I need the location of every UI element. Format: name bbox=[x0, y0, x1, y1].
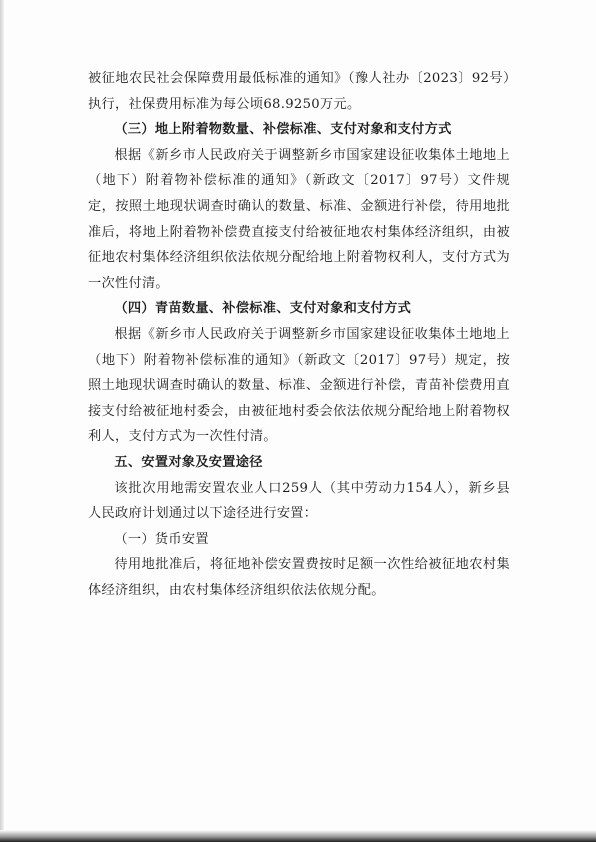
continuation-paragraph: 被征地农民社会保障费用最低标准的通知》（豫人社办〔2023〕92号）执行，社保费用标准为每公顷68.9250万元。 bbox=[88, 71, 510, 112]
document-body bbox=[88, 66, 510, 603]
section-5-body: 该批次用地需安置农业人口259人（其中劳动力154人），新乡县人民政府计划通过以下途径进行安置： bbox=[88, 480, 510, 522]
section-3-heading: （三）地上附着物数量、补偿标准、支付对象和支付方式 bbox=[114, 122, 452, 138]
scan-bottom-edge bbox=[0, 830, 596, 842]
section-3-body: 根据《新乡市人民政府关于调整新乡市国家建设征收集体土地地上（地下）附着物补偿标准的通知》（新政文〔2017〕97号）文件规定，按照土地现状调查时确认的数量、标准、金额进行补偿，待用地批准后，将地上附着物补偿费直接支付给被征地农村集体经济组织，由被征地农村集体经济组织依法依规分配给地上附着物权利人，支付方式为一次性付清。 bbox=[88, 147, 510, 291]
subsection-1-body: 待用地批准后，将征地补偿安置费按时足额一次性给被征地农村集体经济组织，由农村集体经济组织依法依规分配。 bbox=[88, 557, 510, 598]
scan-left-edge bbox=[0, 0, 4, 842]
section-4-heading: （四）青苗数量、补偿标准、支付对象和支付方式 bbox=[114, 301, 412, 317]
section-5-heading: 五、安置对象及安置途径 bbox=[114, 454, 263, 470]
section-4-body: 根据《新乡市人民政府关于调整新乡市国家建设征收集体土地地上（地下）附着物补偿标准的通知》（新政文〔2017〕97号）规定，按照土地现状调查时确认的数量、标准、金额进行补偿，青苗补偿费用直接支付给被征地村委会，由被征地村委会依法依规分配给地上附着物权利人，支付方式为一次性付清。 bbox=[88, 326, 510, 445]
subsection-1-heading: （一）货币安置 bbox=[114, 531, 209, 547]
